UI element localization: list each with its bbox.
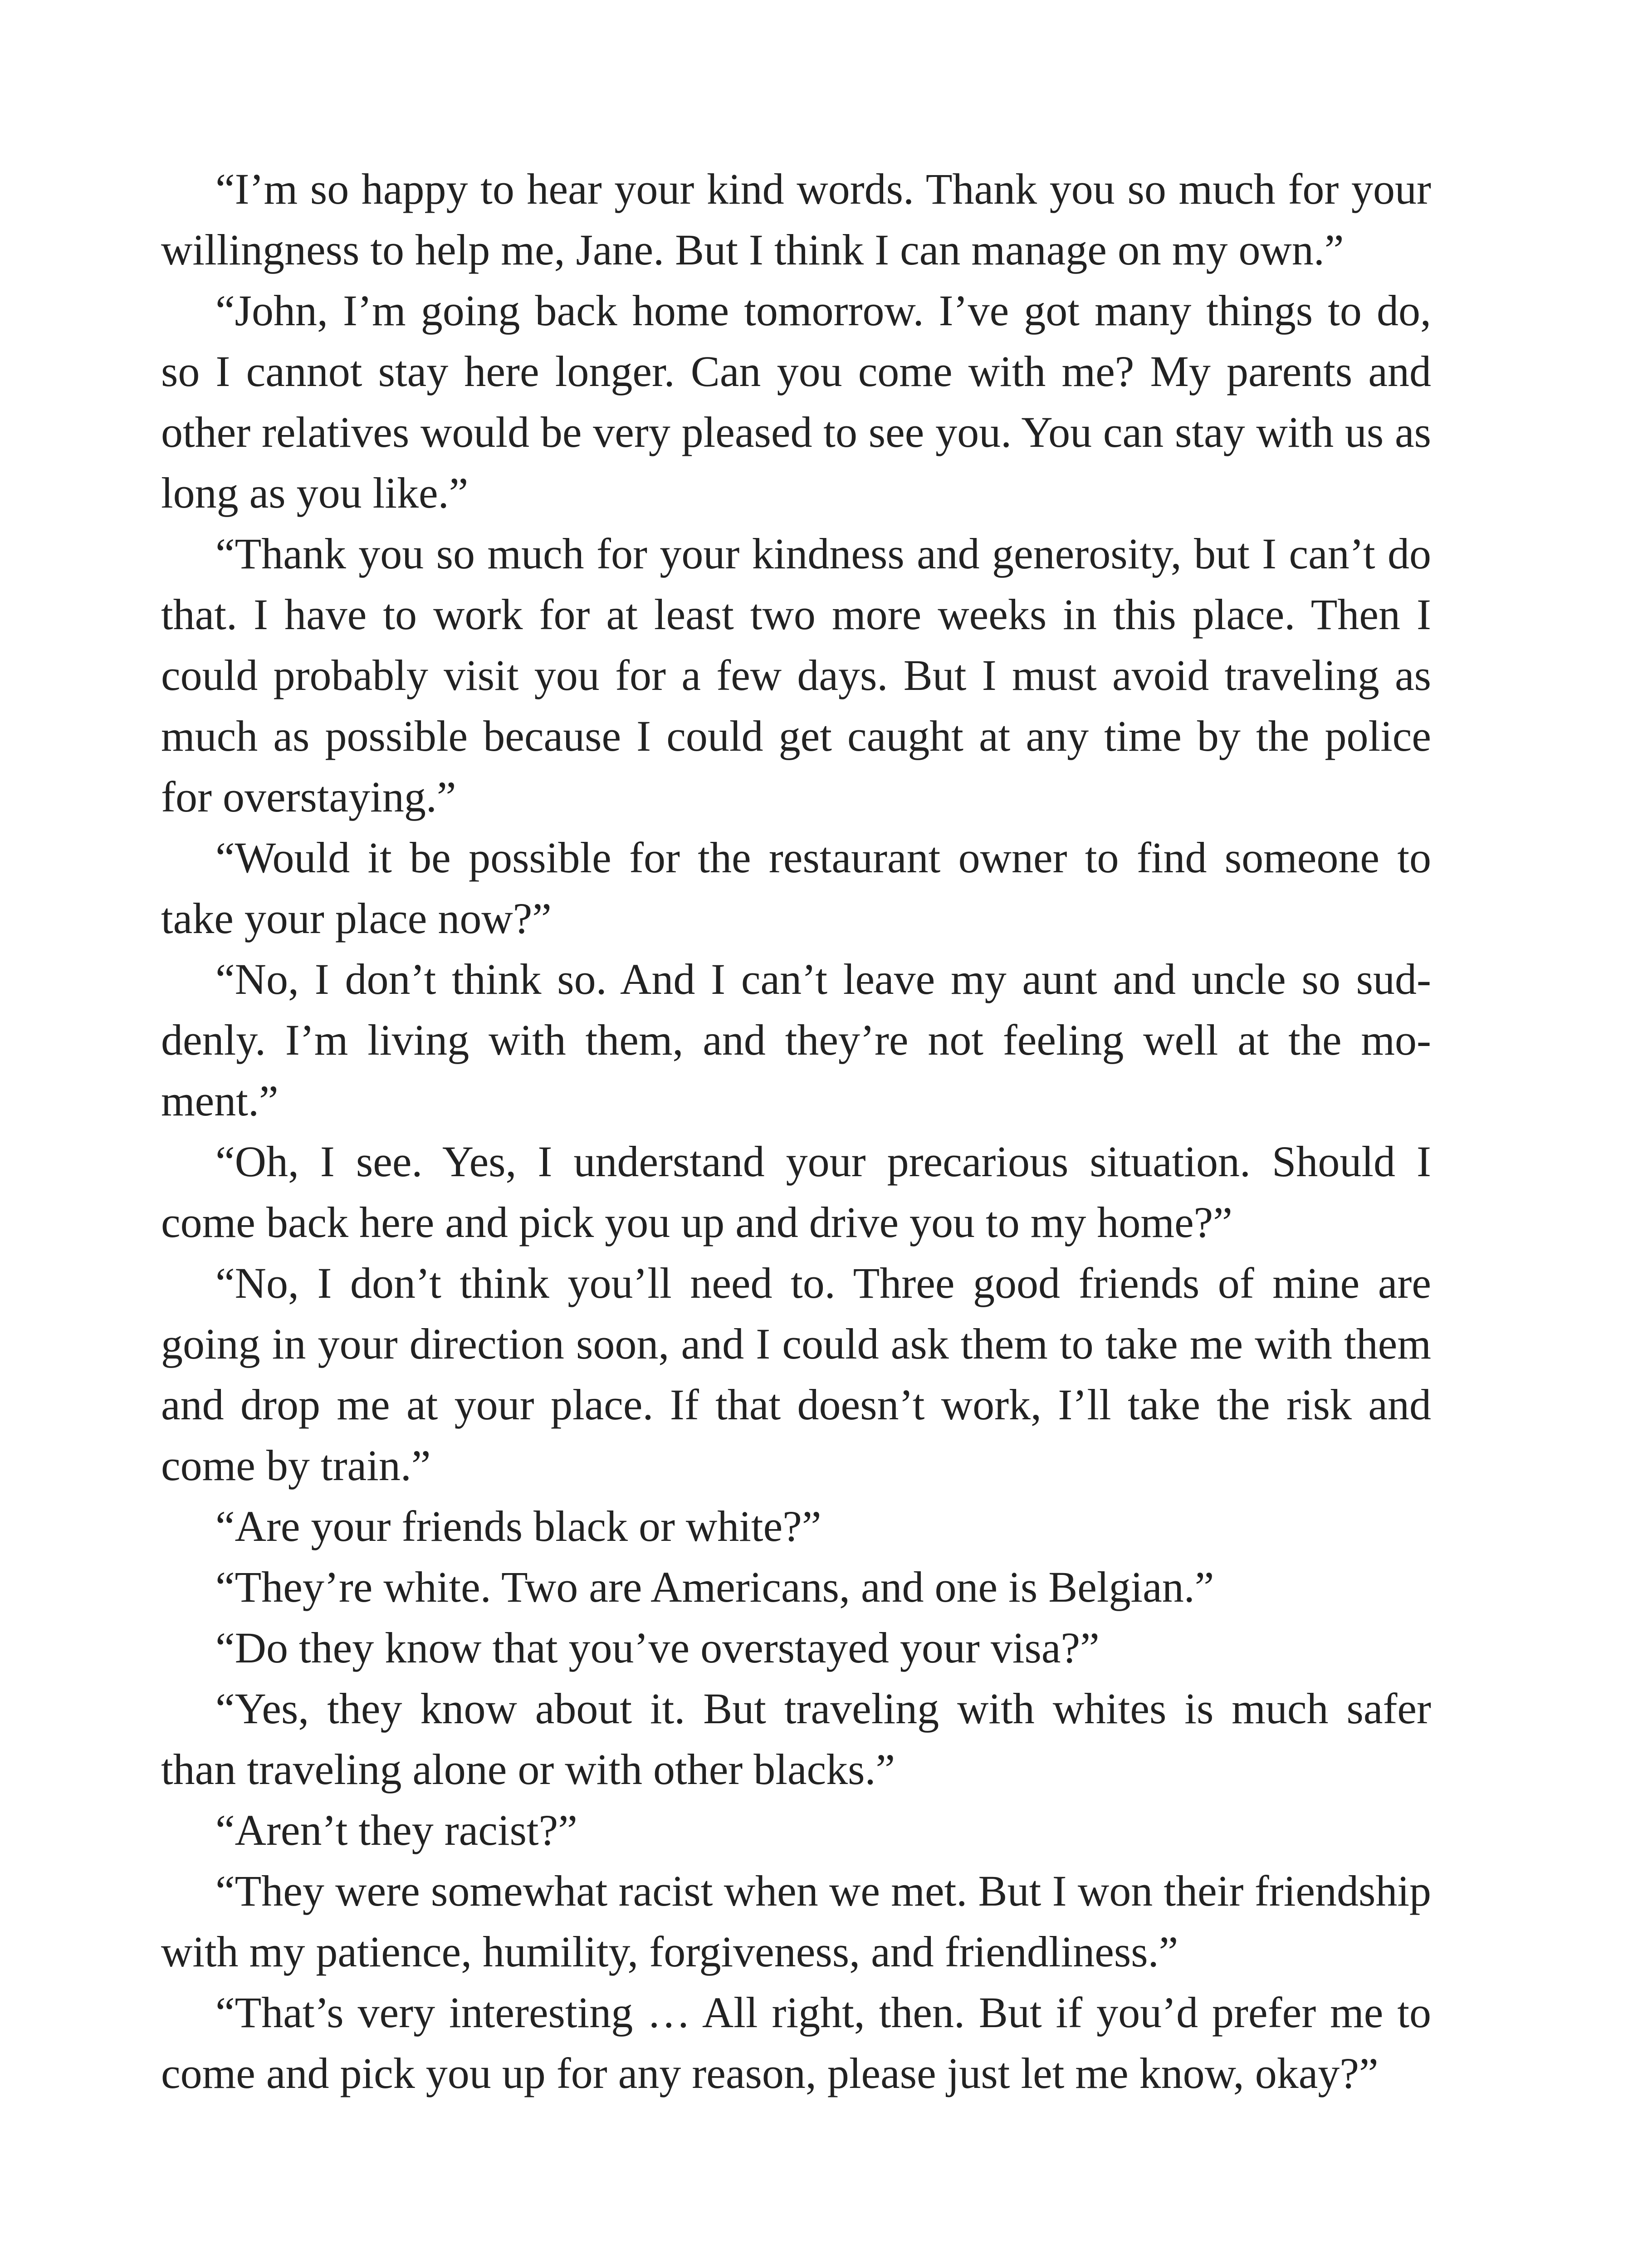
paragraph: “That’s very interesting … All right, then. But if you’d prefer me to come and pick you up for any reason, please just let me know, okay?” <box>161 1988 1431 2097</box>
paragraph: “Would it be possible for the restaurant owner to find someone to take your place now?” <box>161 833 1431 943</box>
paragraph: “No, I don’t think so. And I can’t leave my aunt and uncle so suddenly. I’m living with them, and they’re not feeling well at the moment.” <box>161 955 1431 1125</box>
paragraph: “They’re white. Two are Americans, and one is Belgian.” <box>215 1563 1214 1611</box>
paragraph: “I’m so happy to hear your kind words. Thank you so much for your willingness to help me, Jane. But I think I can manage on my own.” <box>161 165 1431 274</box>
paragraph: “Are your friends black or white?” <box>215 1502 821 1550</box>
paragraph: “John, I’m going back home tomorrow. I’ve got many things to do, so I cannot stay here longer. Can you come with me? My parents and other relatives would be very pleased to see you. You can stay with us as long as you like.” <box>161 286 1431 517</box>
paragraph: “Oh, I see. Yes, I understand your precarious situation. Should I come back here and pick you up and drive you to my home?” <box>161 1137 1431 1246</box>
body-text <box>161 159 1431 2104</box>
paragraph: “Yes, they know about it. But traveling with whites is much safer than traveling alone or with other blacks.” <box>161 1684 1431 1794</box>
paragraph: “Do they know that you’ve overstayed your visa?” <box>215 1623 1100 1672</box>
paragraph: “Aren’t they racist?” <box>215 1806 577 1854</box>
paragraph: “They were somewhat racist when we met. But I won their friendship with my patience, humility, forgiveness, and friendliness.” <box>161 1867 1431 1976</box>
paragraph: “No, I don’t think you’ll need to. Three good friends of mine are going in your direction soon, and I could ask them to take me with them and drop me at your place. If that doesn’t work, I’ll take the risk and come by train.” <box>161 1259 1431 1490</box>
paragraph: “Thank you so much for your kindness and generosity, but I can’t do that. I have to work for at least two more weeks in this place. Then I could probably visit you for a few days. But I must avoid traveling as much as possible because I could get caught at any time by the police for overstaying.” <box>161 529 1431 821</box>
